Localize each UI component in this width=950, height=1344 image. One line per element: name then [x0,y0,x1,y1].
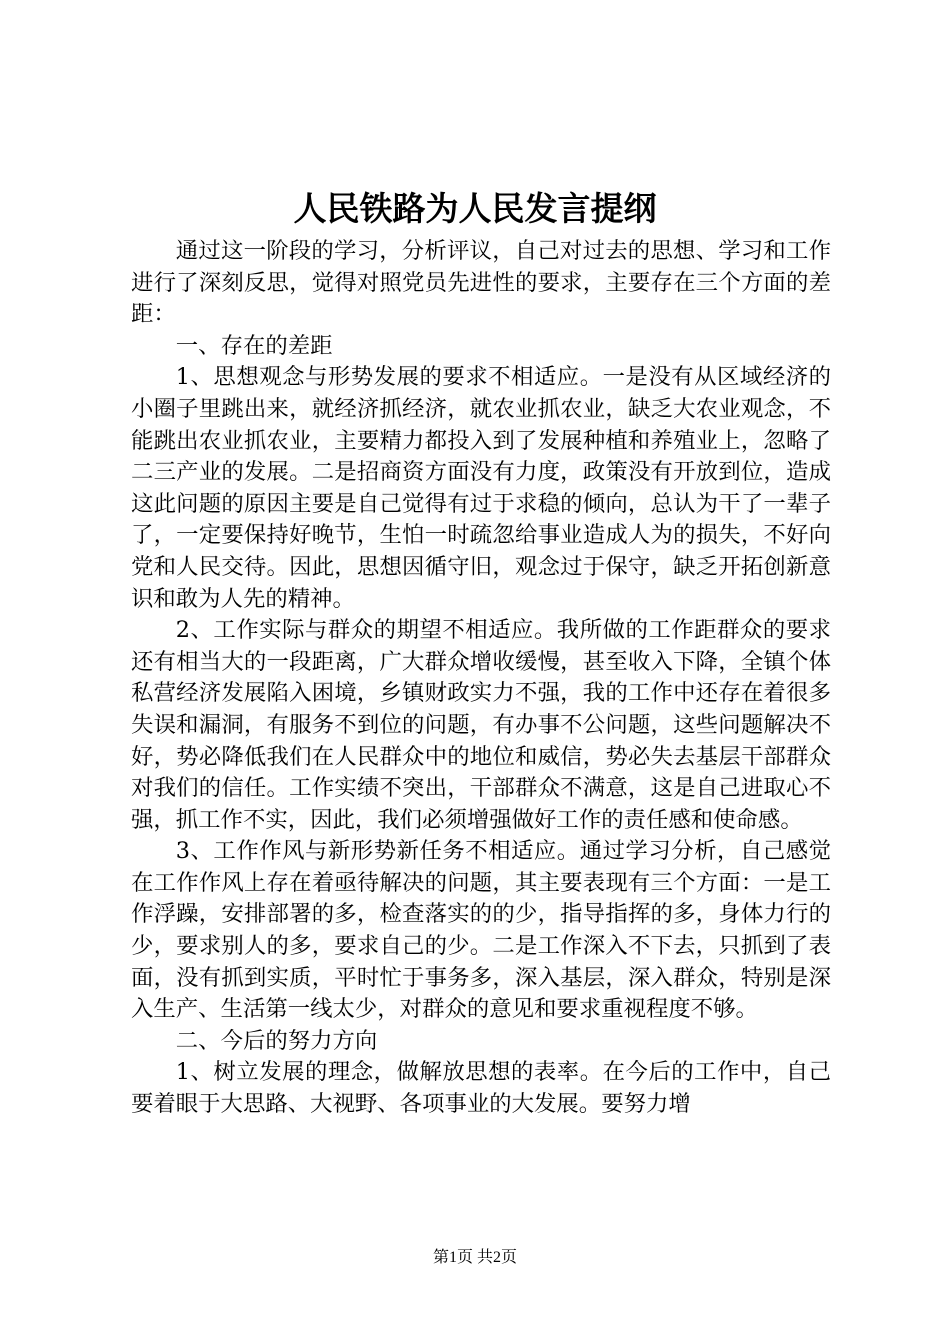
page-number-footer: 第1页 共2页 [432,1249,517,1266]
section-heading-direction: 二、今后的努力方向 [175,1027,378,1054]
paragraph-direction-1: 1、树立发展的理念，做解放思想的表率。在今后的工作中，自己要着眼于大思路、大视野、各项事业的大发展。要努力增 [131,1059,831,1118]
paragraph-intro: 通过这一阶段的学习，分析评议，自己对过去的思想、学习和工作进行了深刻反思，觉得对照党员先进性的要求，主要存在三个方面的差距： [131,238,831,328]
paragraph-gap-1: 1、思想观念与形势发展的要求不相适应。一是没有从区域经济的小圈子里跳出来，就经济抓经济，就农业抓农业，缺乏大农业观念，不能跳出农业抓农业，主要精力都投入到了发展种植和养殖业上，忽略了二三产业的发展。二是招商资方面没有力度，政策没有开放到位，造成这此问题的原因主要是自己觉得有过于求稳的倾向，总认为干了一辈子了，一定要保持好晚节，生怕一时疏忽给事业造成人为的损失，不好向党和人民交待。因此，思想因循守旧，观念过于保守，缺乏开拓创新意识和敢为人先的精神。 [131,364,831,612]
section-heading-gaps: 一、存在的差距 [175,332,333,359]
document-title: 人民铁路为人民发言提纲 [293,189,657,228]
paragraph-gap-2: 2、工作实际与群众的期望不相适应。我所做的工作距群众的要求还有相当大的一段距离，广大群众增收缓慢，甚至收入下降，全镇个体私营经济发展陷入困境，乡镇财政实力不强，我的工作中还存在着很多失误和漏洞，有服务不到位的问题，有办事不公问题，这些问题解决不好，势必降低我们在人民群众中的地位和威信，势必失去基层干部群众对我们的信任。工作实绩不突出，干部群众不满意，这是自己进取心不强，抓工作不实，因此，我们必须增强做好工作的责任感和使命感。 [131,617,831,833]
document-body [131,236,831,1121]
paragraph-gap-3: 3、工作作风与新形势新任务不相适应。通过学习分析，自己感觉在工作作风上存在着亟待解决的问题，其主要表现有三个方面：一是工作浮躁，安排部署的多，检查落实的的少，指导指挥的多，身体力行的少，要求别人的多，要求自己的少。二是工作深入不下去，只抓到了表面，没有抓到实质，平时忙于事务多，深入基层，深入群众，特别是深入生产、生活第一线太少，对群众的意见和要求重视程度不够。 [131,838,831,1023]
